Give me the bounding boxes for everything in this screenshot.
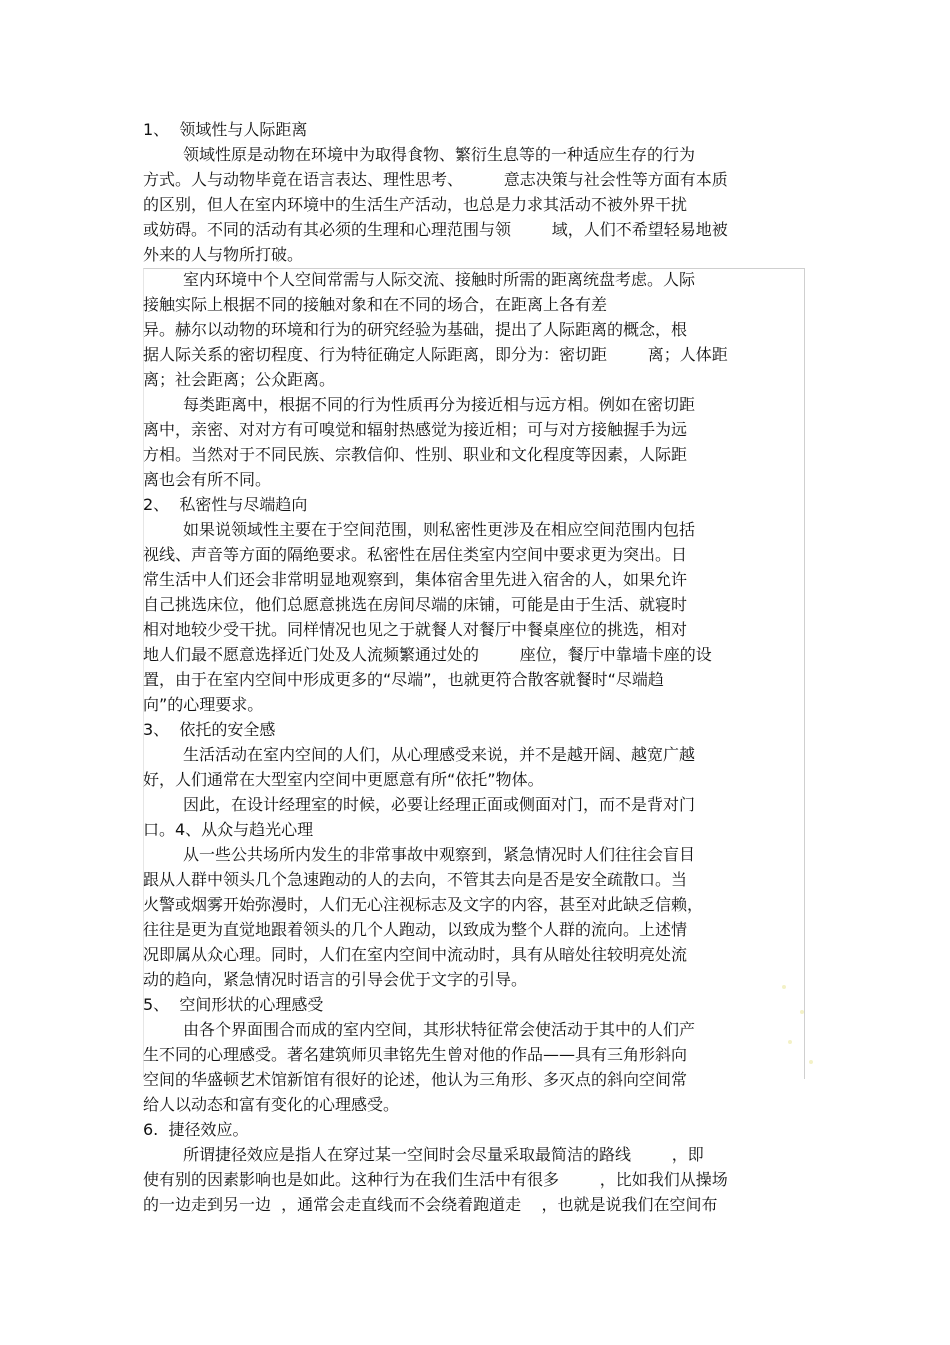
paragraph-line: 室内环境中个人空间常需与人际交流、接触时所需的距离统盘考虑。人际: [183, 270, 696, 289]
section-heading: 6. 捷径效应。: [143, 1120, 249, 1139]
paragraph-line: 空间的华盛顿艺术馆新馆有很好的论述，他认为三角形、多灭点的斜向空间常: [143, 1070, 688, 1089]
scan-speck: [782, 985, 786, 989]
paragraph-line: 常生活中人们还会非常明显地观察到，集体宿舍里先进入宿舍的人，如果允许: [143, 570, 688, 589]
section-heading: 2、 私密性与尽端趋向: [143, 495, 308, 514]
paragraph-line: 火警或烟雾开始弥漫时，人们无心注视标志及文字的内容，甚至对此缺乏信赖，: [143, 895, 704, 914]
paragraph-line: 好，人们通常在大型室内空间中更愿意有所“依托”物体。: [143, 770, 544, 789]
paragraph-line: 因此，在设计经理室的时候，必要让经理正面或侧面对门，而不是背对门: [183, 795, 696, 814]
paragraph-line: 领域性原是动物在环境中为取得食物、繁衍生息等的一种适应生存的行为: [183, 145, 696, 164]
paragraph-line: 往往是更为直觉地跟着领头的几个人跑动，以致成为整个人群的流向。上述情: [143, 920, 688, 939]
paragraph-line: 方相。当然对于不同民族、宗教信仰、性别、职业和文化程度等因素，人际距: [143, 445, 688, 464]
paragraph-line: 地人们最不愿意选择近门处及人流频繁通过处的 座位，餐厅中靠墙卡座的设: [143, 645, 712, 664]
paragraph-line: 的一边走到另一边 ，通常会走直线而不会绕着跑道走 ，也就是说我们在空间布: [143, 1195, 718, 1214]
paragraph-line: 的区别，但人在室内环境中的生活生产活动，也总是力求其活动不被外界干扰: [143, 195, 688, 214]
paragraph-line: 况即属从众心理。同时，人们在室内空间中流动时，具有从暗处往较明亮处流: [143, 945, 688, 964]
paragraph-line: 跟从人群中领头几个急速跑动的人的去向，不管其去向是否是安全疏散口。当: [143, 870, 688, 889]
paragraph-line: 使有别的因素影响也是如此。这种行为在我们生活中有很多 ，比如我们从操场: [143, 1170, 728, 1189]
paragraph-line: 向”的心理要求。: [143, 695, 264, 714]
paragraph-line: 所谓捷径效应是指人在穿过某一空间时会尽量采取最简洁的路线 ，即: [183, 1145, 704, 1164]
paragraph-line: 由各个界面围合而成的室内空间，其形状特征常会使活动于其中的人们产: [183, 1020, 696, 1039]
paragraph-line: 异。赫尔以动物的环境和行为的研究经验为基础，提出了人际距离的概念，根: [143, 320, 688, 339]
section-heading: 3、 依托的安全感: [143, 720, 276, 739]
paragraph-line: 视线、声音等方面的隔绝要求。私密性在居住类室内空间中要求更为突出。日: [143, 545, 688, 564]
scan-speck: [788, 1040, 792, 1044]
paragraph-line: 自己挑选床位，他们总愿意挑选在房间尽端的床铺，可能是由于生活、就寝时: [143, 595, 688, 614]
paragraph-line: 方式。人与动物毕竟在语言表达、理性思考、 意志决策与社会性等方面有本质: [143, 170, 728, 189]
paragraph-line: 如果说领域性主要在于空间范围，则私密性更涉及在相应空间范围内包括: [183, 520, 696, 539]
paragraph-line: 从一些公共场所内发生的非常事故中观察到，紧急情况时人们往往会盲目: [183, 845, 696, 864]
paragraph-line: 离；社会距离；公众距离。: [143, 370, 336, 389]
paragraph-line: 外来的人与物所打破。: [143, 245, 304, 264]
paragraph-line: 口。4、从众与趋光心理: [143, 820, 314, 839]
scan-speck: [800, 1010, 804, 1014]
paragraph-line: 动的趋向，紧急情况时语言的引导会优于文字的引导。: [143, 970, 528, 989]
paragraph-line: 给人以动态和富有变化的心理感受。: [143, 1095, 400, 1114]
paragraph-line: 或妨碍。不同的活动有其必须的生理和心理范围与领 域，人们不希望轻易地被: [143, 220, 728, 239]
paragraph-line: 离中，亲密、对对方有可嗅觉和辐射热感觉为接近相；可与对方接触握手为远: [143, 420, 688, 439]
paragraph-line: 据人际关系的密切程度、行为特征确定人际距离，即分为：密切距 离；人体距: [143, 345, 728, 364]
paragraph-line: 相对地较少受干扰。同样情况也见之于就餐人对餐厅中餐桌座位的挑选，相对: [143, 620, 688, 639]
section-heading: 5、 空间形状的心理感受: [143, 995, 324, 1014]
paragraph-line: 置，由于在室内空间中形成更多的“尽端”，也就更符合散客就餐时“尽端趋: [143, 670, 664, 689]
paragraph-line: 离也会有所不同。: [143, 470, 272, 489]
scan-speck: [809, 1060, 813, 1064]
paragraph-line: 生活活动在室内空间的人们，从心理感受来说，并不是越开阔、越宽广越: [183, 745, 696, 764]
paragraph-line: 每类距离中，根据不同的行为性质再分为接近相与远方相。例如在密切距: [183, 395, 696, 414]
paragraph-line: 接触实际上根据不同的接触对象和在不同的场合，在距离上各有差: [143, 295, 608, 314]
paragraph-line: 生不同的心理感受。著名建筑师贝聿铭先生曾对他的作品——具有三角形斜向: [143, 1045, 688, 1064]
section-heading: 1、 领域性与人际距离: [143, 120, 308, 139]
